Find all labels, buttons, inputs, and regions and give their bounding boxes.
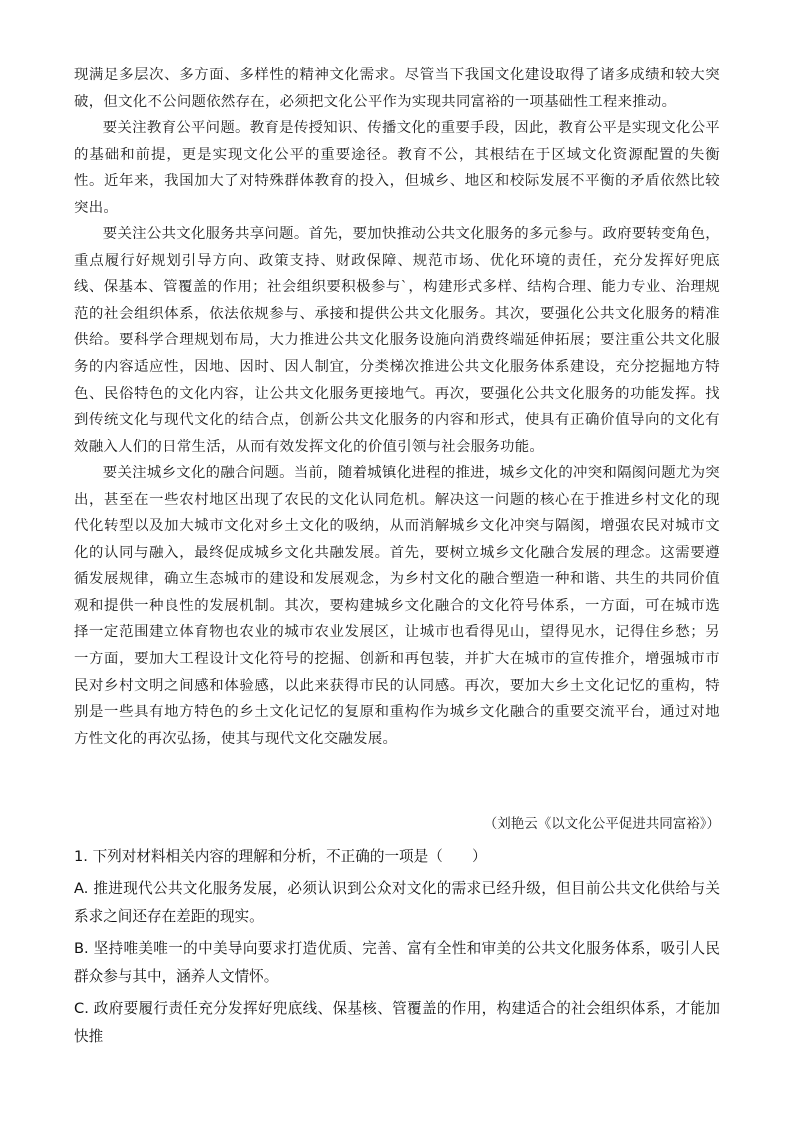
passage-paragraph: 要关注城乡文化的融合问题。当前，随着城镇化进程的推进，城乡文化的冲突和隔阂问题尤为突出，甚至在一些农村地区出现了农民的文化认同危机。解决这一问题的核心在于推进乡村文化的现代化转型以及加大城市文化对乡土文化的吸纳，从而消解城乡文化冲突与隔阂，增强农民对城市文化的认同与融入，最终促成城乡文化共融发展。首先，要树立城乡文化融合发展的理念。这需要遵循发展规律，确立生态城市的建设和发展观念，为乡村文化的融合塑造一种和谐、共生的共同价值观和提供一种良性的发展机制。其次，要构建城乡文化融合的文化符号体系，一方面，可在城市选择一定范围建立体育物也农业的城市农业发展区，让城市也看得见山，望得见水，记得住乡愁；另一方面，要加大工程设计文化符号的挖掘、创新和再包装，并扩大在城市的宣传推介，增强城市市民对乡村文明之间感和体验感，以此来获得市民的认同感。再次，要加大乡土文化记忆的重构，特别是一些具有地方特色的乡土文化记忆的复原和重构作为城乡文化融合的重要交流平台，通过对地方性文化的再次弘扬，使其与现代文化交融发展。 — [74, 465, 720, 747]
question-block — [74, 843, 720, 1051]
passage-citation: （刘艳云《以文化公平促进共同富裕》） — [483, 816, 720, 832]
question-option-a: A. 推进现代公共文化服务发展，必须认识到公众对文化的需求已经升级，但目前公共文化供给与关系求之间还存在差距的现实。 — [74, 880, 720, 925]
question-stem: 1. 下列对材料相关内容的理解和分析，不正确的一项是（ ） — [74, 848, 487, 865]
passage-paragraph: 现满足多层次、多方面、多样性的精神文化需求。尽管当下我国文化建设取得了诸多成绩和较大突破，但文化不公问题依然存在，必须把文化公平作为实现共同富裕的一项基础性工程来推动。 — [74, 67, 720, 110]
reading-passage — [74, 62, 720, 752]
question-option-c: C. 政府要履行责任充分发挥好兜底线、保基核、管覆盖的作用，构建适合的社会组织体系，才能加快推 — [74, 1000, 720, 1045]
passage-paragraph: 要关注公共文化服务共享问题。首先，要加快推动公共文化服务的多元参与。政府要转变角色，重点履行好规划引导方向、政策支持、财政保障、规范市场、优化环境的责任，充分发挥好兜底线、保基本、管覆盖的作用；社会组织要积极参与`，构建形式多样、结构合理、能力专业、治理规范的社会组织体系，依法依规参与、承接和提供公共文化服务。其次，要强化公共文化服务的精准供给。要科学合理规划布局，大力推进公共文化服务设施向消费终端延伸拓展；要注重公共文化服务的内容适应性，因地、因时、因人制宜，分类梯次推进公共文化服务体系建设，充分挖掘地方特色、民俗特色的文化内容，让公共文化服务更接地气。再次，要强化公共文化服务的功能发挥。找到传统文化与现代文化的结合点，创新公共文化服务的内容和形式，使具有正确价值导向的文化有效融入人们的日常生活，从而有效发挥文化的价值引领与社会服务功能。 — [74, 226, 720, 455]
passage-paragraph: 要关注教育公平问题。教育是传授知识、传播文化的重要手段，因此，教育公平是实现文化公平的基础和前提，更是实现文化公平的重要途径。教育不公，其根结在于区域文化资源配置的失衡性。近年来，我国加大了对特殊群体教育的投入，但城乡、地区和校际发展不平衡的矛盾依然比较突出。 — [74, 120, 720, 216]
question-option-b: B. 坚持唯美唯一的中美导向要求打造优质、完善、富有全性和审美的公共文化服务体系，吸引人民群众参与其中，涵养人文情怀。 — [74, 940, 720, 985]
